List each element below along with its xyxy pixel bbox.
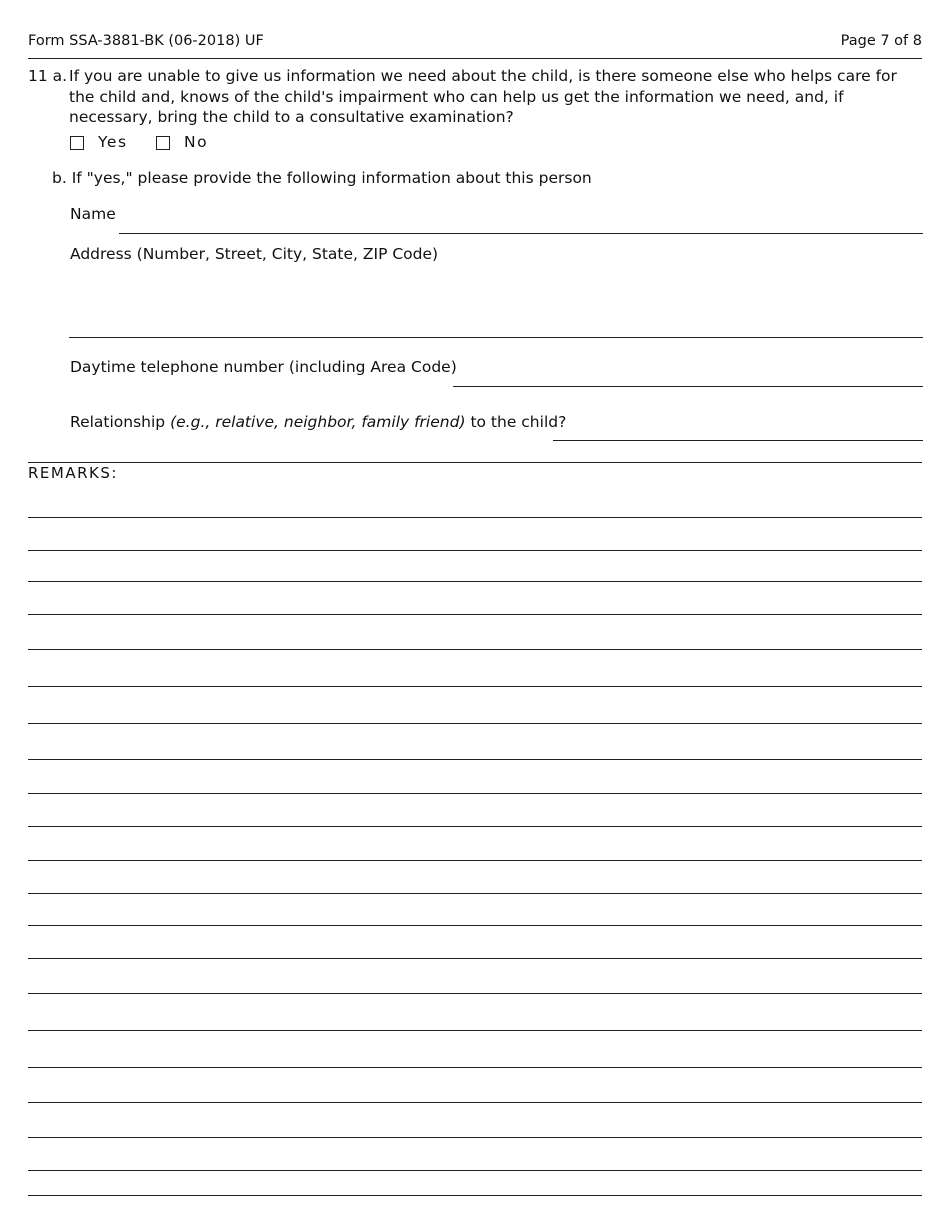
remarks-line[interactable] [28, 1067, 922, 1068]
remarks-line[interactable] [28, 550, 922, 551]
remarks-line[interactable] [28, 1170, 922, 1171]
remarks-line[interactable] [28, 1137, 922, 1138]
remarks-line[interactable] [28, 993, 922, 994]
page-number: Page 7 of 8 [840, 33, 922, 49]
relationship-suffix: to the child? [470, 413, 567, 431]
remarks-line[interactable] [28, 925, 922, 926]
remarks-line[interactable] [28, 860, 922, 861]
remarks-line[interactable] [28, 1030, 922, 1031]
remarks-line[interactable] [28, 581, 922, 582]
question-11a-text: If you are unable to give us information we need about the child, is there someone else who helps care for the child and, knows of the child's impairment who can help us get the information we need, and, if necessary, bring the child to a consultative examination? [69, 67, 897, 126]
remarks-line[interactable] [28, 517, 922, 518]
remarks-line[interactable] [28, 826, 922, 827]
form-id: Form SSA-3881-BK (06-2018) UF [28, 33, 264, 49]
remarks-divider [28, 462, 922, 463]
name-label: Name [70, 205, 116, 223]
question-11a-number: 11 a. [28, 67, 68, 85]
yes-label: Yes [98, 133, 128, 151]
yes-checkbox[interactable] [70, 136, 84, 150]
remarks-line[interactable] [28, 1102, 922, 1103]
remarks-line[interactable] [28, 759, 922, 760]
name-field[interactable] [119, 233, 923, 234]
remarks-line[interactable] [28, 893, 922, 894]
remarks-line[interactable] [28, 686, 922, 687]
remarks-line[interactable] [28, 1195, 922, 1196]
relationship-examples: (e.g., relative, neighbor, family friend) [170, 413, 466, 431]
question-11a [28, 66, 918, 128]
remarks-line[interactable] [28, 723, 922, 724]
relationship-label [70, 413, 566, 431]
phone-field[interactable] [453, 386, 923, 387]
remarks-line[interactable] [28, 649, 922, 650]
relationship-field[interactable] [553, 440, 923, 441]
question-11b-label: b. If "yes," please provide the following information about this person [52, 169, 592, 187]
no-label: No [184, 133, 209, 151]
remarks-line[interactable] [28, 793, 922, 794]
address-label: Address (Number, Street, City, State, ZIP Code) [70, 245, 439, 263]
address-field[interactable] [69, 337, 923, 338]
no-checkbox[interactable] [156, 136, 170, 150]
phone-label: Daytime telephone number (including Area Code) [70, 358, 457, 376]
relationship-prefix: Relationship [70, 413, 166, 431]
remarks-label: REMARKS: [28, 464, 118, 482]
remarks-line[interactable] [28, 614, 922, 615]
header-divider [28, 58, 922, 59]
remarks-line[interactable] [28, 958, 922, 959]
